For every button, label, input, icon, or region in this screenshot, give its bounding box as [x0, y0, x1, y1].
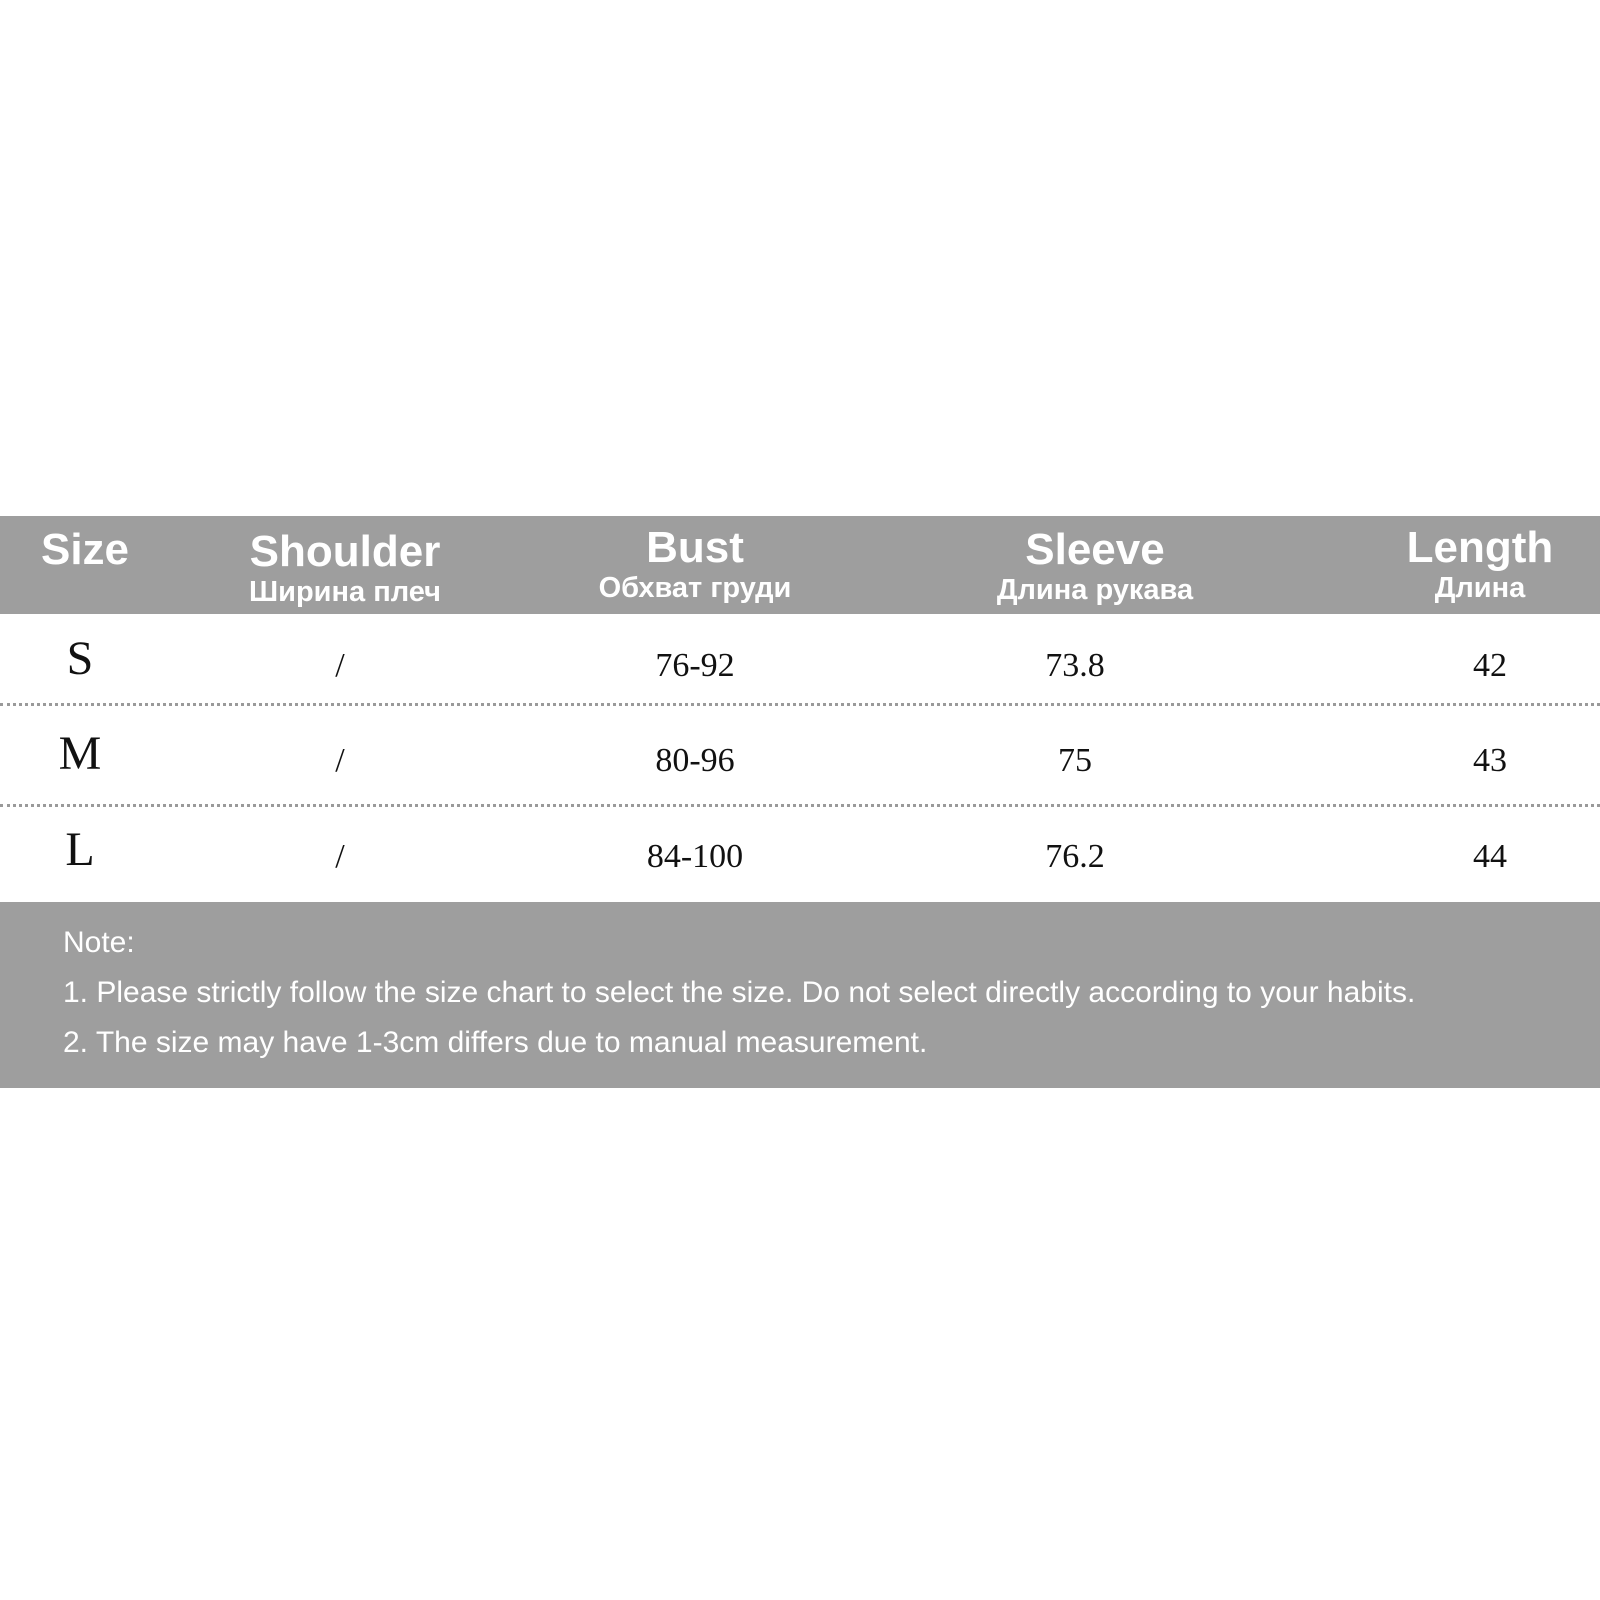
- table-row: [0, 709, 1600, 801]
- cell-bust: 80-96: [655, 742, 735, 779]
- header-sleeve-label: Sleeve: [1025, 525, 1165, 574]
- header-length-sublabel: Длина: [1434, 572, 1526, 604]
- note-line: 2. The size may have 1-3cm differs due to manual measurement.: [63, 1026, 928, 1059]
- note-title: Note:: [63, 926, 135, 959]
- cell-sleeve: 75: [1058, 742, 1092, 779]
- header-length: [1380, 516, 1580, 622]
- header-bust-sublabel: Обхват груди: [598, 572, 792, 604]
- cell-sleeve: 76.2: [1045, 838, 1105, 875]
- cell-bust: 76-92: [655, 647, 735, 684]
- table-body: [0, 614, 1600, 902]
- cell-length: 44: [1473, 838, 1507, 875]
- cell-bust: 84-100: [646, 838, 744, 875]
- cell-size: M: [58, 727, 102, 780]
- cell-sleeve: 73.8: [1045, 647, 1105, 684]
- note-panel: [0, 902, 1600, 1088]
- row-divider: [0, 703, 1600, 706]
- cell-length: 43: [1473, 742, 1507, 779]
- table-row: [0, 614, 1600, 706]
- header-sleeve: [935, 516, 1255, 624]
- header-bust-label: Bust: [646, 523, 744, 572]
- header-shoulder-label: Shoulder: [249, 527, 441, 576]
- cell-size: L: [65, 823, 95, 876]
- header-size: [0, 516, 170, 624]
- header-sleeve-sublabel: Длина рукава: [996, 574, 1194, 606]
- cell-shoulder: /: [335, 838, 345, 875]
- header-size-label: Size: [40, 525, 130, 574]
- header-shoulder-sublabel: Ширина плеч: [248, 576, 441, 608]
- cell-length: 42: [1473, 647, 1507, 684]
- table-row: [0, 805, 1600, 897]
- note-line: 1. Please strictly follow the size chart to select the size. Do not select directly according to your habits.: [63, 976, 1416, 1009]
- header-shoulder: [190, 516, 500, 626]
- cell-size: S: [66, 632, 94, 685]
- header-bust: [545, 516, 845, 622]
- cell-shoulder: /: [335, 647, 345, 684]
- cell-shoulder: /: [335, 742, 345, 779]
- header-length-label: Length: [1406, 523, 1554, 572]
- table-header: [0, 516, 1600, 614]
